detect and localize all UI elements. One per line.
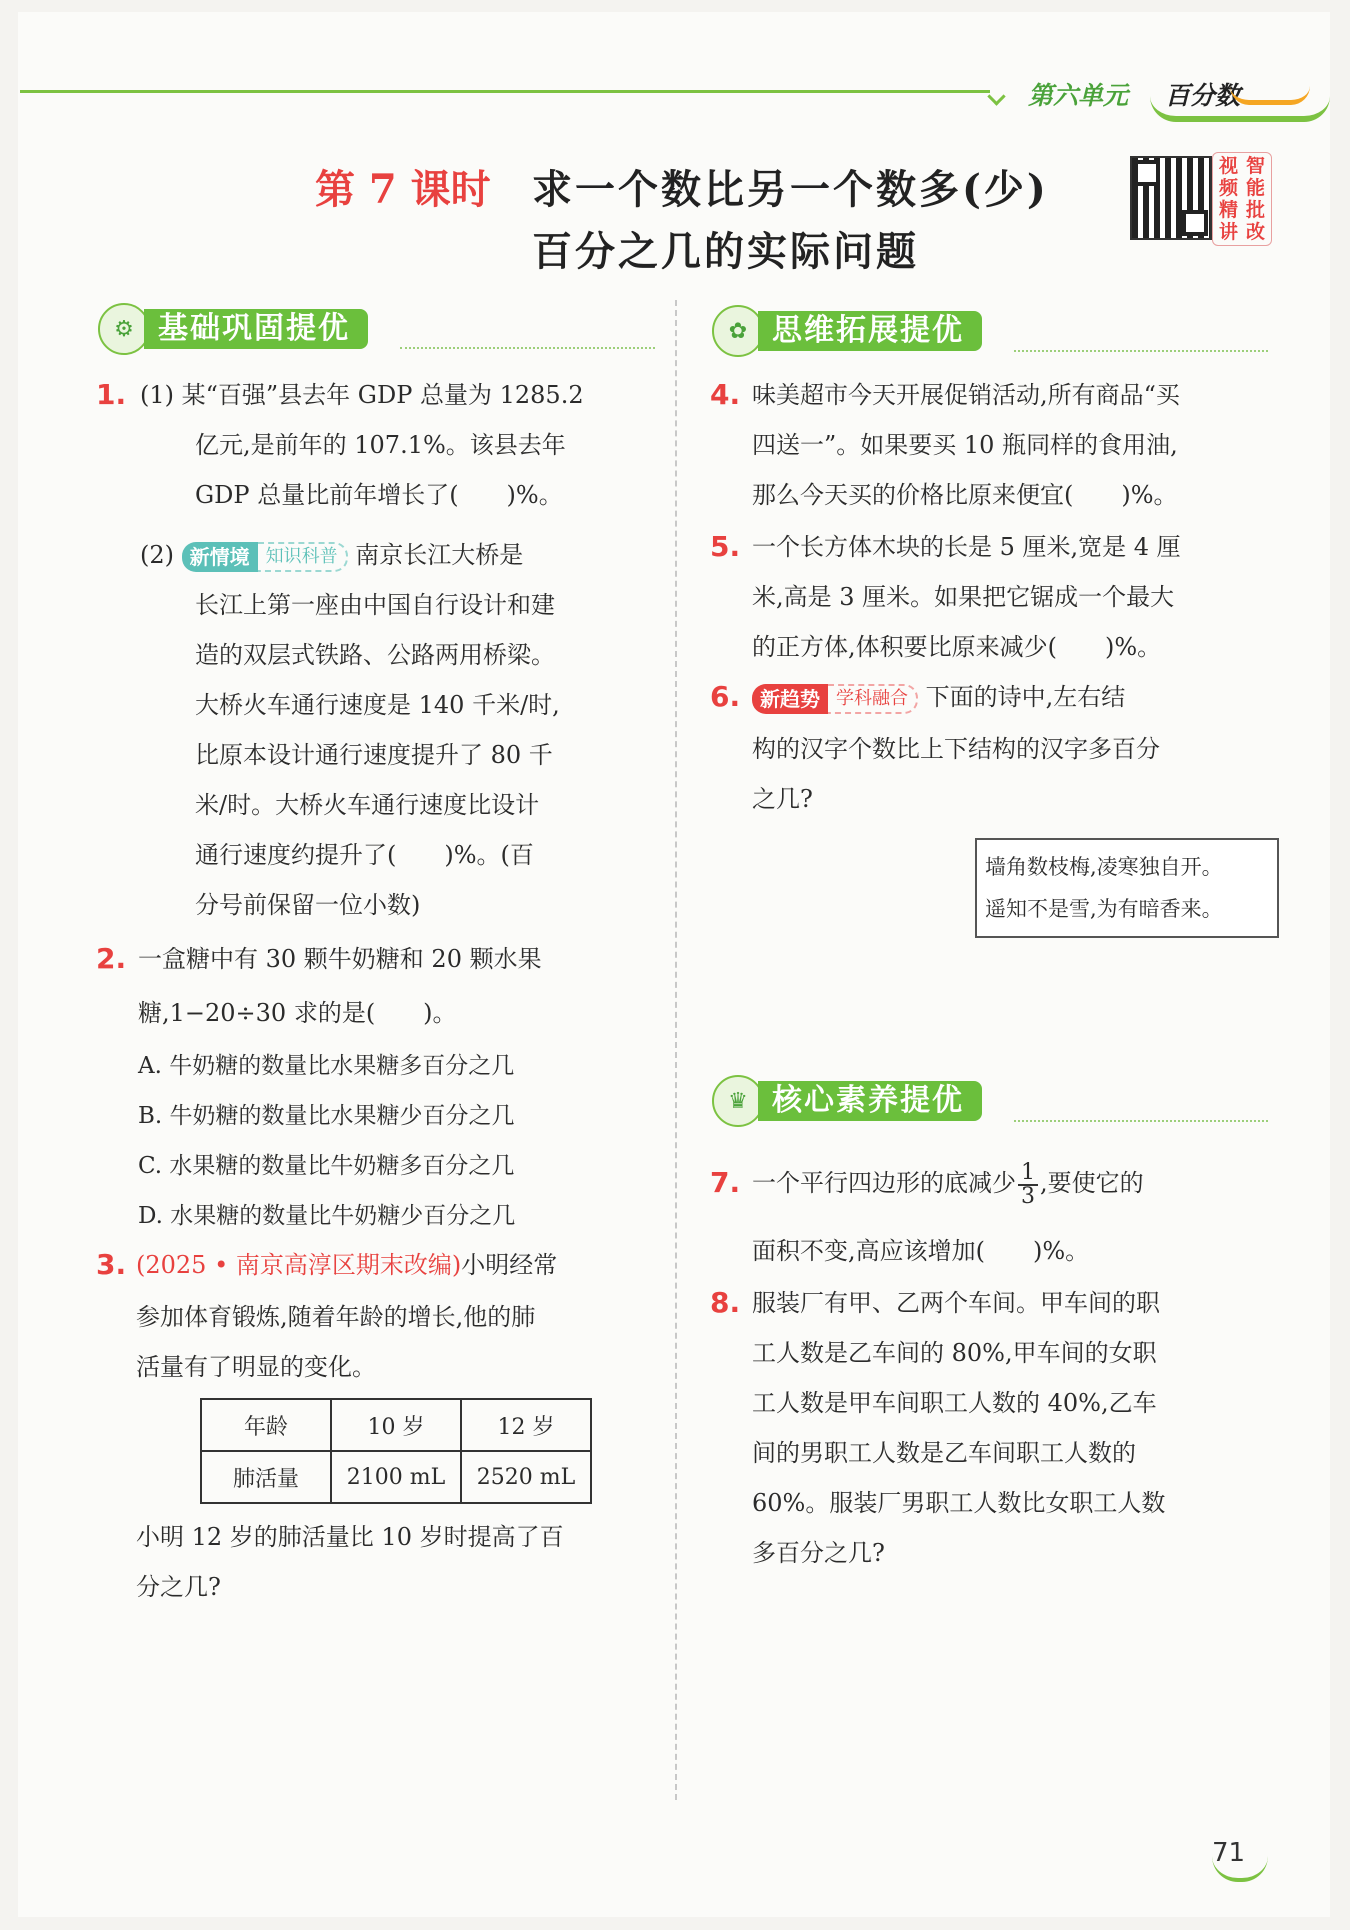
q4-line: 那么今天买的价格比原来便宜( )%。 [752,481,1178,509]
q8-line: 间的男职工人数是乙车间职工人数的 [752,1439,1136,1467]
q3-question-line: 小明 12 岁的肺活量比 10 岁时提高了百 [136,1523,564,1551]
q5-line: 的正方体,体积要比原来减少( )%。 [752,633,1162,661]
qr-badge-char: 智 [1245,155,1265,177]
section-rule [400,347,655,349]
new-context-tag [182,542,348,572]
q8-line: 服装厂有甲、乙两个车间。甲车间的职 [752,1289,1160,1317]
q2-line: 一盒糖中有 30 颗牛奶糖和 20 颗水果 [138,945,542,973]
q2-option-c[interactable]: C. 水果糖的数量比牛奶糖多百分之几 [138,1153,515,1179]
table-cell: 10 岁 [331,1399,461,1451]
q1-part1-line: (1) 某“百强”县去年 GDP 总量为 1285.2 [140,381,584,409]
table-cell: 2100 mL [331,1451,461,1503]
q1-part2-line: 通行速度约提升了( )%。(百 [195,841,534,869]
qr-badge-char: 精 [1218,199,1238,221]
question-number: 8. [710,1286,741,1319]
table-row [201,1399,591,1451]
question-number: 7. [710,1166,741,1199]
q2-option-a[interactable]: A. 牛奶糖的数量比水果糖多百分之几 [138,1053,515,1079]
q1-part2-line: 大桥火车通行速度是 140 千米/时, [195,691,560,719]
poem-line: 遥知不是雪,为有暗香来。 [985,897,1223,921]
qr-badge-char: 讲 [1218,221,1238,243]
q7-line: 面积不变,高应该增加( )%。 [752,1237,1090,1265]
tag-sub: 知识科普 [258,542,348,572]
q2-line: 糖,1−20÷30 求的是( )。 [138,999,457,1027]
trophy-icon: ♛ [712,1075,764,1127]
q1-part2-first-line [140,530,523,580]
fraction [1018,1159,1038,1209]
q6-line: 之几? [752,785,813,813]
table-cell: 2520 mL [461,1451,591,1503]
q3-first-line [136,1240,557,1290]
q3-first: 小明经常 [461,1251,558,1279]
q6-line: 构的汉字个数比上下结构的汉字多百分 [752,735,1160,763]
q3-line: 参加体育锻炼,随着年龄的增长,他的肺 [136,1303,536,1331]
sprout-icon: ✿ [712,305,764,357]
lesson-title-line2: 百分之几的实际问题 [532,228,919,275]
question-number: 4. [710,378,741,411]
q1-part2-line: 比原本设计通行速度提升了 80 千 [195,741,553,769]
poem-line: 墙角数枝梅,凌寒独自开。 [985,855,1223,879]
fraction-denominator: 3 [1021,1183,1035,1209]
qr-badge-char: 改 [1245,221,1265,243]
q5-line: 一个长方体木块的长是 5 厘米,宽是 4 厘 [752,533,1181,561]
table-cell: 肺活量 [201,1451,331,1503]
q4-line: 味美超市今天开展促销活动,所有商品“买 [752,381,1180,409]
qr-badge-char: 视 [1218,155,1238,177]
question-number: 1. [96,378,127,411]
page-number: 71 [1212,1838,1246,1868]
table-row [201,1451,591,1503]
section-title: 核心素养提优 [758,1081,982,1121]
lung-capacity-table [200,1398,592,1504]
section-rule [1014,350,1268,352]
table-cell: 12 岁 [461,1399,591,1451]
q6-first: 下面的诗中,左右结 [925,683,1126,711]
q1-part2-line: 造的双层式铁路、公路两用桥梁。 [195,641,555,669]
q2-option-d[interactable]: D. 水果糖的数量比牛奶糖少百分之几 [138,1203,516,1229]
q1-part2-line: 米/时。大桥火车通行速度比设计 [195,791,540,819]
section-header-basic [98,306,368,352]
section-header-core [712,1078,982,1124]
unit-label: 第六单元 [1028,81,1129,110]
question-number: 6. [710,680,741,713]
q3-question-line: 分之几? [136,1573,221,1601]
q5-line: 米,高是 3 厘米。如果把它锯成一个最大 [752,583,1175,611]
q3-source: (2025 • 南京高淳区期末改编) [136,1251,462,1279]
section-title: 基础巩固提优 [144,309,368,349]
qr-code-icon[interactable] [1130,156,1212,240]
header-rule [20,90,990,93]
tag-sub: 学科融合 [828,684,918,714]
table-cell: 年龄 [201,1399,331,1451]
lesson-number: 第 7 课时 [315,166,491,213]
section-rule [1014,1120,1268,1122]
poem-box [975,838,1279,938]
q6-first-line [752,672,1125,722]
q1-part1-line: 亿元,是前年的 107.1%。该县去年 [195,431,566,459]
unit-name: 百分数 [1165,81,1241,110]
section-title: 思维拓展提优 [758,311,982,351]
question-number: 2. [96,942,127,975]
lesson-title-line1: 求一个数比另一个数多(少) [532,166,1049,213]
qr-badge [1212,152,1272,246]
unit-swoosh-accent [1230,86,1310,105]
new-trend-tag [752,684,918,714]
tag-main: 新趋势 [752,684,828,714]
q8-line: 工人数是甲车间职工人数的 40%,乙车 [752,1389,1157,1417]
gear-icon: ⚙ [98,303,150,355]
q1-part2-line: 长江上第一座由中国自行设计和建 [195,591,555,619]
tag-main: 新情境 [182,542,258,572]
q1-part2-line: 分号前保留一位小数) [195,891,421,919]
q4-line: 四送一”。如果要买 10 瓶同样的食用油, [752,431,1178,459]
q7-pre: 一个平行四边形的底减少 [752,1169,1016,1197]
q1-part2-prefix: (2) [140,541,174,569]
q3-line: 活量有了明显的变化。 [136,1353,376,1381]
qr-badge-char: 频 [1218,177,1238,199]
q7-post: ,要使它的 [1040,1169,1144,1197]
q7-first-line [752,1158,1144,1208]
qr-badge-char: 能 [1245,177,1265,199]
q2-option-b[interactable]: B. 牛奶糖的数量比水果糖少百分之几 [138,1103,515,1129]
q1-part2-first: 南京长江大桥是 [355,541,524,569]
fraction-numerator: 1 [1018,1162,1038,1186]
q8-line: 60%。服装厂男职工人数比女职工人数 [752,1489,1166,1517]
q1-part1-line: GDP 总量比前年增长了( )%。 [195,481,563,509]
question-number: 3. [96,1248,127,1281]
qr-badge-char: 批 [1245,199,1265,221]
section-header-thinking [712,308,982,354]
q8-line: 多百分之几? [752,1539,885,1567]
question-number: 5. [710,530,741,563]
column-divider [675,300,677,1800]
q8-line: 工人数是乙车间的 80%,甲车间的女职 [752,1339,1157,1367]
